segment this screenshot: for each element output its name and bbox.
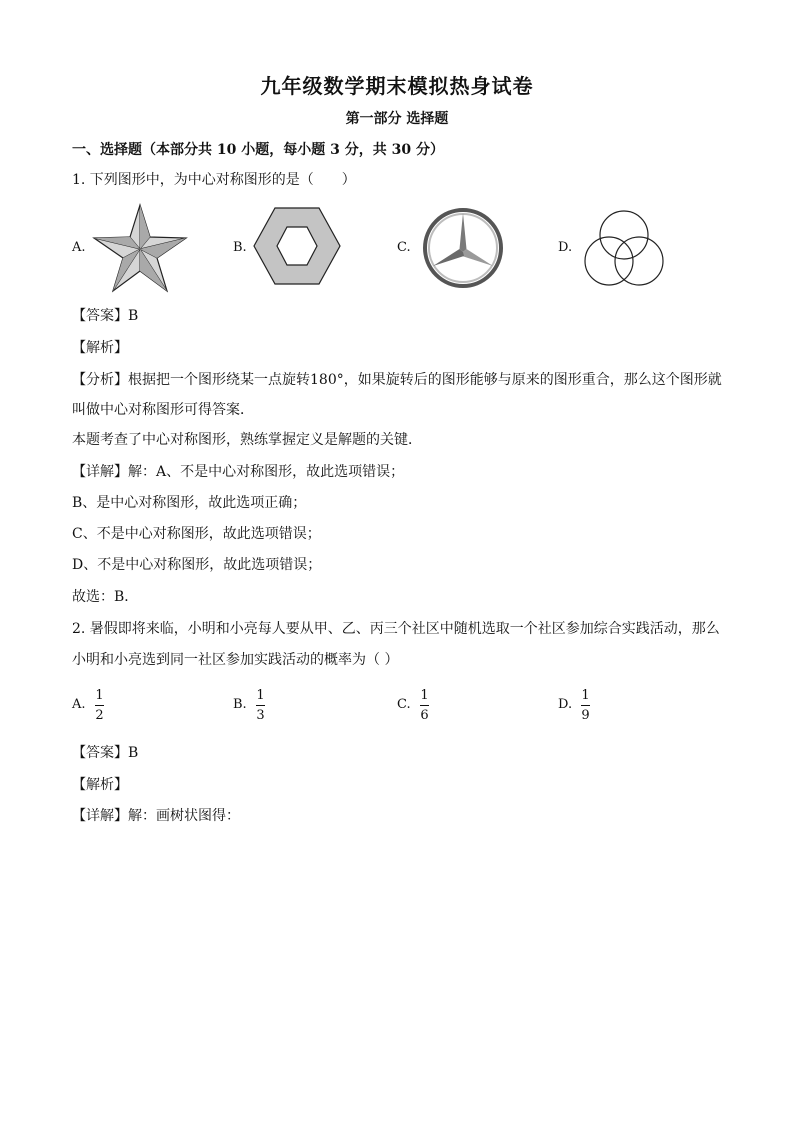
page-title: 九年级数学期末模拟热身试卷: [260, 74, 534, 98]
q1-conclusion: 故选：B．: [72, 589, 139, 605]
part-title: 第一部分 选择题: [345, 111, 449, 127]
q2-detail: 【详解】解：画树状图得：: [72, 808, 240, 824]
q2-option-c-label: C.: [397, 697, 411, 712]
fraction-numerator: 1: [256, 688, 265, 703]
q1-option-b-label: B.: [233, 240, 247, 255]
section-heading: 一、选择题（本部分共 10 小题，每小题 3 分，共 30 分）: [72, 142, 444, 158]
fraction-denominator: 3: [256, 708, 265, 723]
q1-stem: 1. 下列图形中，为中心对称图形的是（ ）: [72, 172, 356, 188]
fraction-denominator: 2: [95, 708, 104, 723]
q1-analysis-line: 叫做中心对称图形可得答案．: [72, 402, 254, 418]
q2-answer: 【答案】B: [72, 745, 139, 761]
q1-analysis-line: 本题考查了中心对称图形，熟练掌握定义是解题的关键．: [72, 432, 422, 448]
q2-option-b-fraction: [256, 688, 265, 723]
q2-stem-line1: 2. 暑假即将来临，小明和小亮每人要从甲、乙、丙三个社区中随机选取一个社区参加综合实践活动，那么: [72, 621, 720, 637]
q2-option-c-fraction: [420, 688, 429, 723]
fraction-numerator: 1: [420, 688, 429, 703]
q2-option-a-label: A.: [72, 697, 86, 712]
hexagon-ring-icon: [252, 206, 342, 286]
q1-analysis-line: 【分析】根据把一个图形绕某一点旋转180°，如果旋转后的图形能够与原来的图形重合，那么这个图形就: [72, 372, 722, 388]
q1-detail-line: C、不是中心对称图形，故此选项错误；: [72, 526, 321, 542]
fraction-bar: [256, 705, 265, 706]
q1-detail-line: B、是中心对称图形，故此选项正确；: [72, 495, 307, 511]
fraction-denominator: 9: [581, 708, 590, 723]
q2-option-d-label: D.: [558, 697, 573, 712]
q2-analysis-label: 【解析】: [72, 777, 128, 793]
fraction-bar: [95, 705, 104, 706]
fraction-denominator: 6: [420, 708, 429, 723]
q1-analysis-label: 【解析】: [72, 340, 128, 356]
q2-option-d-fraction: [581, 688, 590, 723]
q1-option-a-label: A.: [72, 240, 86, 255]
fraction-bar: [420, 705, 429, 706]
q2-stem-line2: 小明和小亮选到同一社区参加实践活动的概率为（ ）: [72, 652, 399, 668]
q1-detail-line: 【详解】解：A、不是中心对称图形，故此选项错误；: [72, 464, 405, 480]
fraction-numerator: 1: [95, 688, 104, 703]
q2-option-b-label: B.: [233, 697, 247, 712]
star-icon: [92, 203, 188, 293]
q1-answer: 【答案】B: [72, 308, 139, 324]
q1-detail-line: D、不是中心对称图形，故此选项错误；: [72, 557, 322, 573]
fraction-numerator: 1: [581, 688, 590, 703]
fraction-bar: [581, 705, 590, 706]
triquetra-icon: [576, 208, 672, 288]
three-pointed-star-logo-icon: [422, 207, 504, 289]
q1-option-d-label: D.: [558, 240, 573, 255]
q1-option-c-label: C.: [397, 240, 411, 255]
q2-option-a-fraction: [95, 688, 104, 723]
